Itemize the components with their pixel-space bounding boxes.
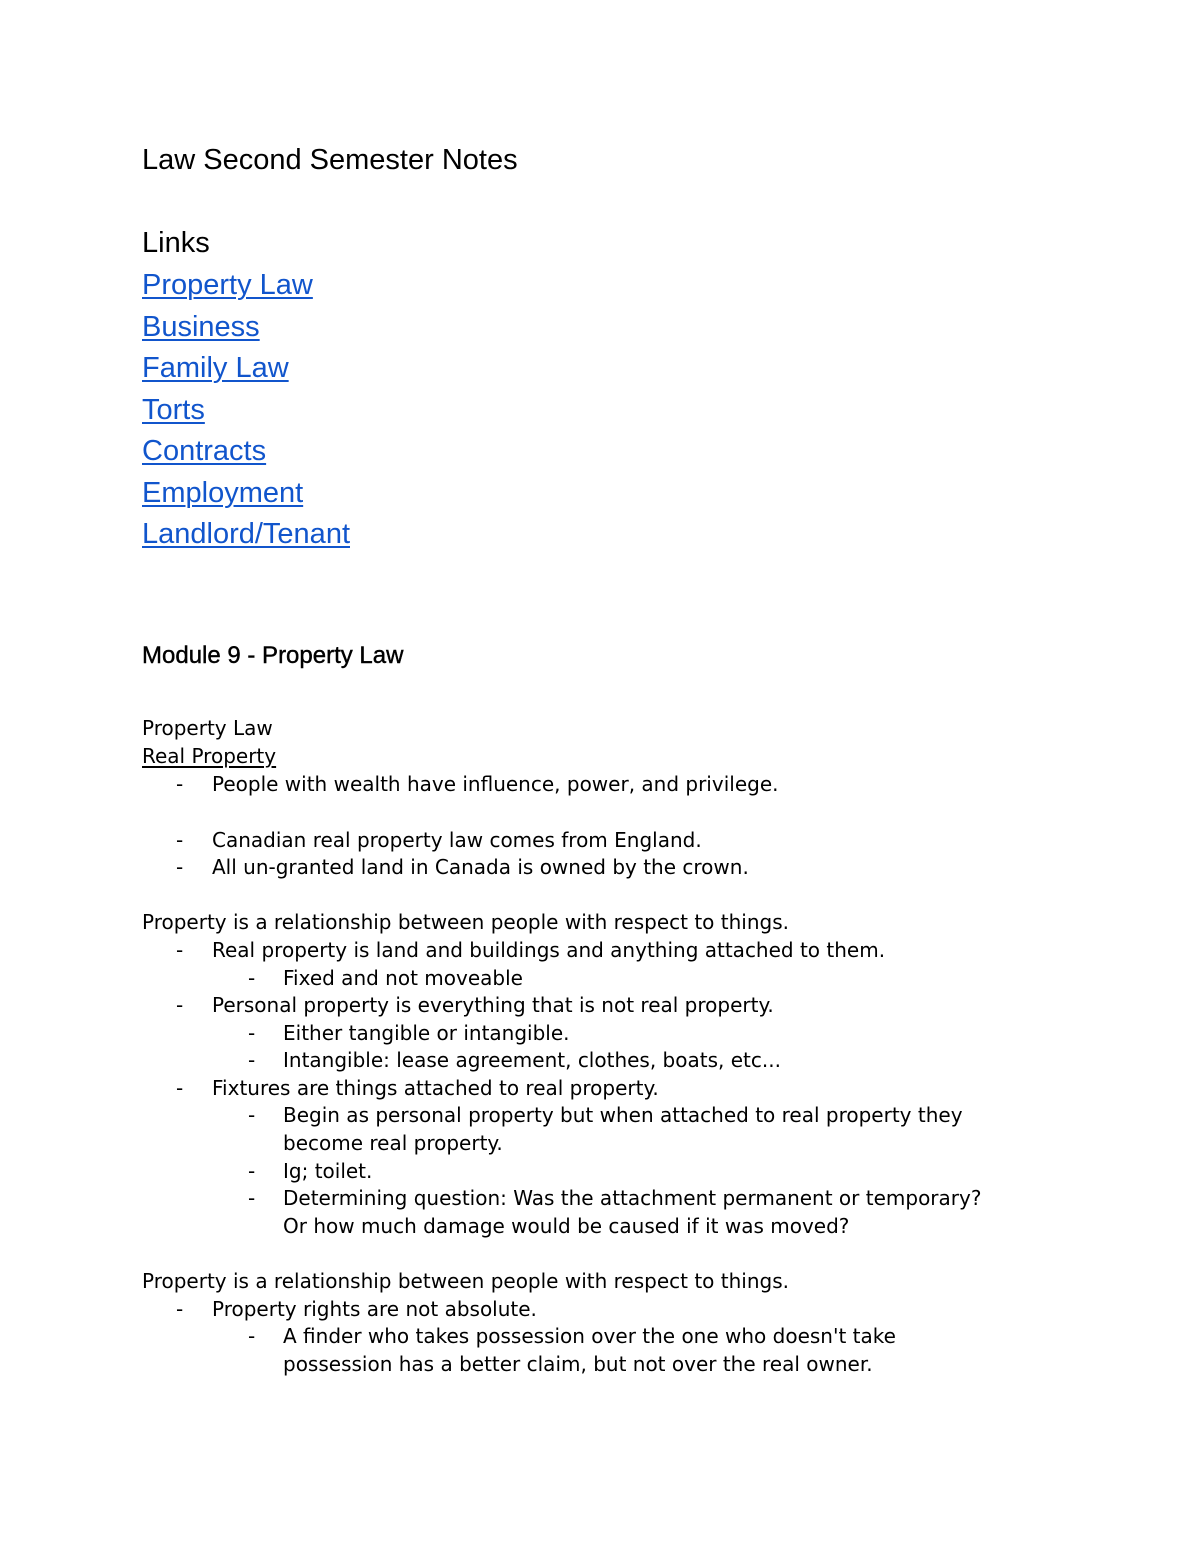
bullet-dash: - <box>248 966 256 990</box>
list-item <box>142 431 350 473</box>
bullet-text: Intangible: lease agreement, clothes, boats, etc... <box>283 1048 781 1072</box>
bullet-dash: - <box>248 1021 256 1045</box>
bullet-dash: - <box>176 772 184 796</box>
link-landlord-tenant[interactable]: Landlord/Tenant <box>142 518 350 550</box>
links-heading: Links <box>142 227 210 259</box>
module-heading: Module 9 - Property Law <box>142 642 404 669</box>
bullet-text: All un-granted land in Canada is owned by the crown. <box>212 855 749 879</box>
document-title: Law Second Semester Notes <box>142 144 518 176</box>
list-item <box>142 514 350 556</box>
links-list <box>142 265 350 556</box>
list-item <box>142 307 350 349</box>
link-torts[interactable]: Torts <box>142 393 205 426</box>
list-item <box>142 265 350 307</box>
bullet-dash: - <box>176 1076 184 1100</box>
bullet-text: Begin as personal property but when attached to real property they <box>283 1103 963 1127</box>
bullet-text: A finder who takes possession over the one who doesn't take <box>283 1324 896 1348</box>
bullet-dash: - <box>176 938 184 962</box>
link-business[interactable]: Business <box>142 310 260 343</box>
bullet-dash: - <box>176 1297 184 1321</box>
link-employment[interactable]: Employment <box>142 476 304 509</box>
bullet-text: Canadian real property law comes from England. <box>212 828 702 852</box>
bullet-dash: - <box>248 1186 256 1210</box>
bullet-text: Personal property is everything that is not real property. <box>212 993 774 1017</box>
list-item <box>142 473 350 515</box>
bullet-dash: - <box>176 828 184 852</box>
link-property-law[interactable]: Property Law <box>142 269 313 301</box>
bullet-text: become real property. <box>283 1131 503 1155</box>
bullet-text: Fixtures are things attached to real property. <box>212 1076 659 1100</box>
bullet-dash: - <box>248 1324 256 1348</box>
bullet-dash: - <box>248 1103 256 1127</box>
list-item <box>142 390 350 432</box>
link-contracts[interactable]: Contracts <box>142 435 267 467</box>
bullet-text: Or how much damage would be caused if it was moved? <box>283 1214 850 1238</box>
paragraph: Property is a relationship between people with respect to things. <box>142 1269 789 1293</box>
module-subheading: Property Law <box>142 716 273 740</box>
bullet-text: Fixed and not moveable <box>283 966 523 990</box>
bullet-dash: - <box>248 1048 256 1072</box>
bullet-text: Ig; toilet. <box>283 1159 373 1183</box>
bullet-text: Either tangible or intangible. <box>283 1021 570 1045</box>
bullet-text: People with wealth have influence, power, and privilege. <box>212 772 779 796</box>
bullet-text: Determining question: Was the attachment permanent or temporary? <box>283 1186 982 1210</box>
bullet-text: Real property is land and buildings and anything attached to them. <box>212 938 886 962</box>
bullet-text: Property rights are not absolute. <box>212 1297 537 1321</box>
bullet-dash: - <box>176 855 184 879</box>
section-heading-real-property: Real Property <box>142 744 277 768</box>
list-item <box>142 348 350 390</box>
bullet-text: possession has a better claim, but not over the real owner. <box>283 1352 873 1376</box>
bullet-dash: - <box>248 1159 256 1183</box>
bullet-dash: - <box>176 993 184 1017</box>
paragraph: Property is a relationship between people with respect to things. <box>142 910 789 934</box>
link-family-law[interactable]: Family Law <box>142 352 289 384</box>
